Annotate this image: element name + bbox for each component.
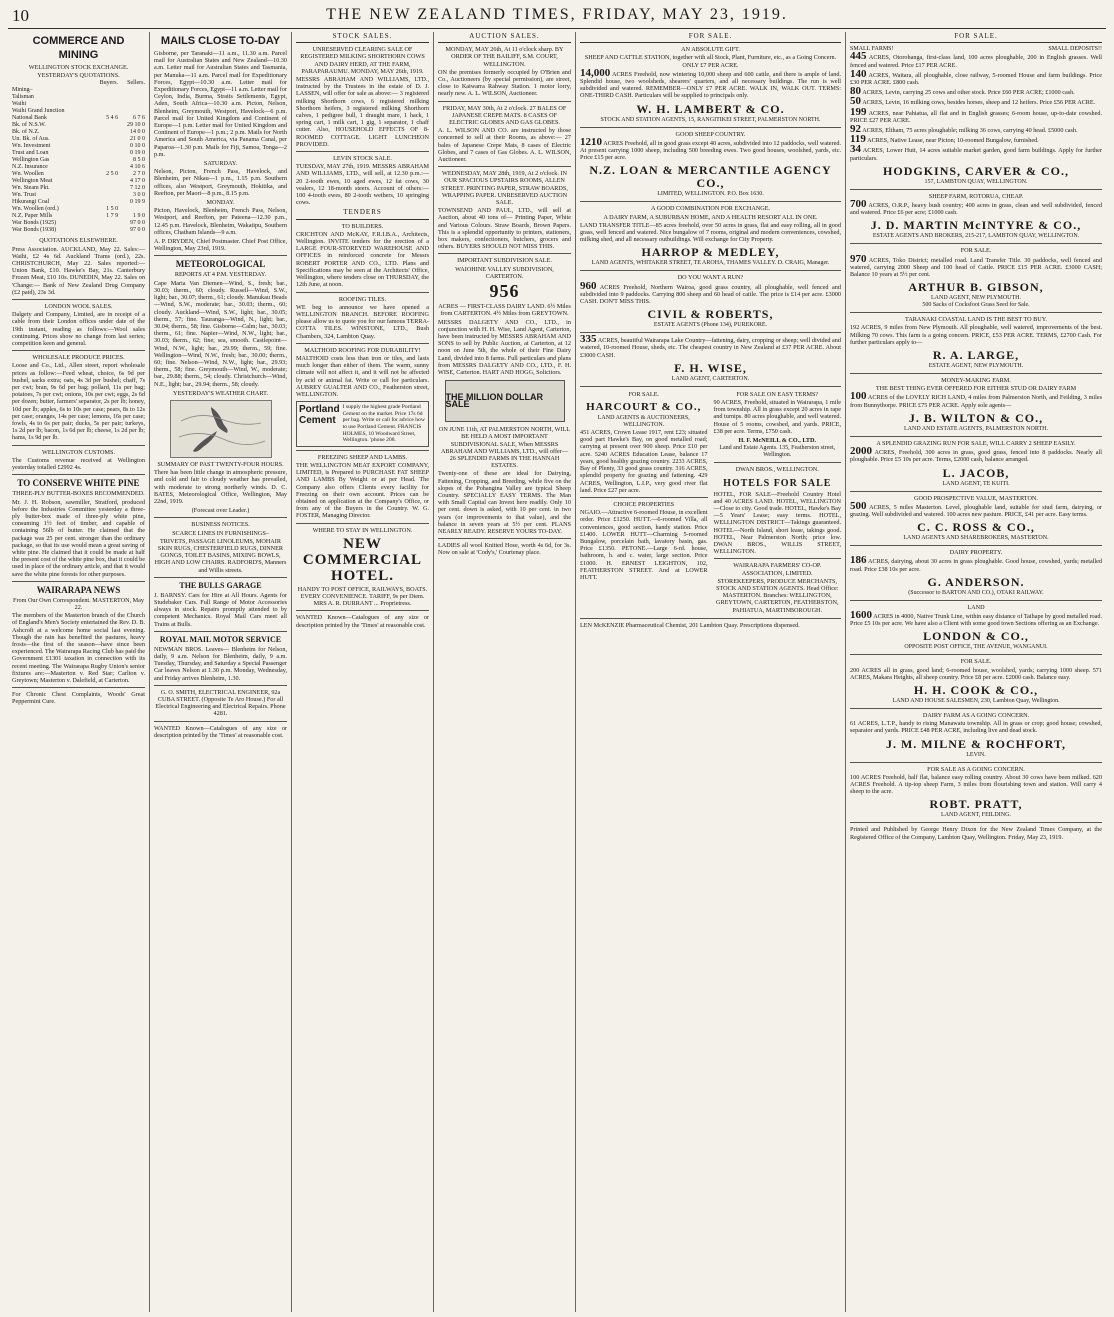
bottom-advert: LEN McKENZIE Pharmaceutical Chemist, 201 Lambton Quay. Prescriptions dispensed. <box>580 621 800 629</box>
tenders-subheading: TO BUILDERS. <box>341 222 384 230</box>
sellers-header: Sellers. <box>127 80 145 87</box>
palmerston-sale-text: Twenty-one of these are ideal for Dairying, Fattening, Cropping, and Breeding, while five on the slopes of the Pohangina Valley are typical Sheep Country. SPECIALLY EASY TERMS. The Man with Small Capital can Invest here readily. Only 10 per cent. down is asked, with 10 per cent. in two years (or improvements to that value), and the balance in seven years at 5½ per cent. PLANS NEARLY READY. RESERVE YOURS TO-DAY. <box>438 470 571 535</box>
sheep-country-text: ACRES Freehold, all in good grass except 40 acres, subdivided into 12 paddocks, well watered. At present carrying 1000 sheep, including 500 breeding ewes. Two good houses, woolshed, yards, etc. Price £15 per acre. <box>580 139 841 162</box>
newspaper-title: THE NEW ZEALAND TIMES, FRIDAY, MAY 23, 1919. <box>326 6 788 23</box>
divider <box>296 610 429 611</box>
run-text: ACRES Freehold, Northern Wairoa, good grass country, all ploughable, well fenced and subdivided into 9 paddocks. Carrying 800 sheep and 60 head of cattle. The price is £14 per acre. £3000 CASH. DON'T MISS THIS. <box>580 283 841 306</box>
land-text: ACRES in 4000, Native Trunk Line, within easy distance of Taihape by good metalled road. Price £5 10s per acre. We have also a Client with some good town Sections offering as an Exchange. <box>850 612 1102 628</box>
table-row: Wn. Woollen 2 5 0 2 7 0 <box>12 171 145 178</box>
summary-heading: SUMMARY OF PAST TWENTY-FOUR HOURS. <box>157 460 284 468</box>
concern2-heading: FOR SALE AS A GOING CONCERN. <box>927 765 1025 773</box>
quotations-heading: YESTERDAY'S QUOTATIONS. <box>37 72 120 80</box>
large-firm: R. A. LARGE, <box>932 348 1020 363</box>
wfca-heading: WAIRARAPA FARMERS' CO-OP. ASSOCIATION, LIMITED. <box>733 562 822 577</box>
subdivision-subheading: WAIOHINE VALLEY SUBDIVISION, CARTERTON. <box>455 265 554 280</box>
hotel-text: HANDY TO POST OFFICE, RAILWAYS, BOATS. EVERY CONVENIENCE. TARIFF, 9s per Diem. MRS A. R. DURRANT ... Proprietress. <box>297 585 428 608</box>
table-row: Wn. Steam Pkt. 7 12 0 <box>12 185 145 192</box>
hotels-text: HOTEL, FOR SALE—Freehold Country Hotel and 40 ACRES LAND. HOTEL, WELLINGTON—Close to city. Good trade. HOTEL, Hawke's Bay—5 Years' Lease; easy terms. HOTEL, WELLINGTON DISTRICT—Takings guaranteed. HOTEL—North Island, short lease, takings good. HOTEL, Near Palmerston North; price low. DWAN BROS., WILLIS STREET, WELLINGTON. <box>713 490 841 556</box>
list-item: 140 ACRES, Waitara, all ploughable, close railway, 5-roomed House and farm buildings. Price £30 PER ACRE. £800 cash. <box>850 67 1102 87</box>
gibson-note: 500 Sacks of Cocksfoot Grass Seed for Sale. <box>922 302 1030 309</box>
paper-sale-text: TOWNSEND AND PAUL, LTD., will sell at Auction, about 40 tons of— Printing Paper, White and Various Colours. Straw Boards, Brown Papers. This is a splendid opportunity to printers, stationers, box makers, confectioners, butchers, grocers and others. BUYERS SHOULD NOT MISS THIS. <box>438 207 571 251</box>
weather-chart-heading: YESTERDAY'S WEATHER CHART. <box>173 389 268 397</box>
saturday-heading: SATURDAY. <box>203 160 238 168</box>
gift-acres: 14,000 <box>580 66 611 79</box>
lambert-address: STOCK AND STATION AGENTS, 15, RANGITIKEI STREET, PALMERSTON NORTH. <box>600 116 821 123</box>
civil-roberts-firm: CIVIL & ROBERTS, <box>647 307 774 322</box>
choice-text: NGAIO.—Attractive 6-roomed House, in excellent order. Price £1250. HUTT.—6-roomed Villa, all conveniences, good section, handy station. Price £1400. LOWER HUTT—Charming 5-roomed Bungalow, porcelain bath, lavatory basin, gas. Price £1350. PETONE.—Large 6-rd. house, bathroom, h. and c. water, large section. Price £1000. H. ERNEST LEIGHTON, 102, FEATHERSTON STREET. And at LOWER HUTT. <box>580 509 708 581</box>
page-number: 10 <box>12 6 29 25</box>
table-row: Bk. of N.S.W. 29 10 0 <box>12 122 145 129</box>
harcourt-section <box>580 390 708 615</box>
wool-text: Dalgety and Company, Limited, are in receipt of a cable from their London offices under date of the 19th instant, reading as follows:—Wool sales continuing. Prices show no change from last series; competition keen and general. <box>12 311 145 348</box>
harcourt-text: 451 ACRES, Crown Lease 1917, rent £23; situated good part Hawke's Bay, on good metalled road; carrying at present over 900 sheep. Price £10 per acre. 5240 ACRES Education Lease, balance 17 years, good healthy grazing country. 2233 ACRES, Bay of Plenty, 33 good grass country. 316 ACRES, splendid property for grazing and fattening. 429 ACRES, Wellington, L.I.P., very good river flat land. Price £27 per acre. <box>580 429 708 494</box>
wairarapa-text: The members of the Masterton branch of the Church of England's Men's Society entertained the Rev. D. B. Ashcroft at a welcome home social last evening. Though the rain has benefited the pastures, heavy frosts—the first of the season—have since been experienced. The Wairarapa Racing Club has paid the Government £1301 taxation in connection with its recent meeting. The Wairarapa Rugby Union's senior fixtures are:—Masterton v. Red Star; Carlton v. Greytown; Masterton v. Dalefield, at Carterton. <box>12 612 145 684</box>
bailiff-sale-text: ON the premises formerly occupied by O'Brien and Co., Auctioneers (by special permission), are street, close to Kaiwarra Rahway Station. 1 motor lorry, nearly new. A. L. WILSON, Auctioneer. <box>438 68 571 98</box>
wise-firm: F. H. WISE, <box>674 360 747 375</box>
lake-acres: 335 <box>580 333 597 346</box>
table-row: National Bank 5 4 6 6 7 6 <box>12 115 145 122</box>
subdivision-heading: IMPORTANT SUBDIVISION SALE. <box>457 257 552 265</box>
gift-heading: AN ABSOLUTE GIFT. <box>681 46 740 54</box>
table-row: Waihi Grand Junction <box>12 108 65 115</box>
concern2-text: 100 ACRES Freehold, half flat, balance easy rolling country. About 30 cows have been milked. 620 ACRES Freehold. A tip-top sheep Farm, 3 miles from flourishing town and station. Will carry 4 sheep to the acre. <box>850 773 1102 796</box>
wairarapa-heading: WAIRARAPA NEWS <box>36 584 121 595</box>
run-heading: DO YOU WANT A RUN? <box>677 274 744 282</box>
money-subheading: THE BEST THING EVER OFFERED FOR EITHER STUD OR DAIRY FARM <box>875 385 1077 393</box>
mails-text: Gisborne, per Taranaki—11 a.m., 11.30 a.m. Parcel mail for Australian States and New Zealand—10.30 a.m. Letter mail for Australian States and Tasmania, per Manuka—11 a.m. Parcel mail for Expeditionary Forces, Egypt—10.30 a.m. Letter mail for Expeditionary Forces, Egypt—11 a.m. Letter mail for Ceylon, India, Burma, Straits Settlements, Egypt, Aden, South Africa—10.30 a.m. Picton, Nelson, Blenheim, Greymouth, Westport, Havelock—6 p.m. Parcel mail for United Kingdom and Continent of Europe—1 p.m. Letter mail for United Kingdom and Continent of Europe—1 p.m.; 2 p.m. Mails for North America and South America, via Panama Canal, per Paparoa—1.30 p.m. Mails for Fiji, Samoa, Tonga—2 p.m. <box>154 50 287 158</box>
list-item: 80 ACRES, Levin, carrying 25 cows and other stock. Price £60 PER ACRE; £1000 cash. <box>850 85 1075 98</box>
portland-cement-text: I supply the highest grade Portland Cement on the market. Price 17s 6d per bag. Write or call for advice how to use Portland Cement. FRANCIS HOLMES, 10 Woodward Street, Wellington. 'phone 208. <box>342 404 425 444</box>
subdivision-title: ACRES — FIRST-CLASS DAIRY LAND. 6½ Miles from CARTERTON. 4½ Miles from GREYTOWN. <box>438 303 571 318</box>
rotorua-text: ACRES, O.R.P., heavy bush country; 400 acres in grass, clean and well subdivided, fenced and watered. Price £6 per acre; £1000 cash. <box>850 202 1102 217</box>
meteorological-text: Cape Maria Van Diemen—Wind, S., fresh; bar., 30.03; therm., 60; cloudy. Russell—Wind, S.W., light; bar., 30.07; therm., 61; cloudy. Manukau Heads—Wind, S.W., moderate; bar., 30.03; therm., 60; cloudy. Auckland—Wind, S.W., light; bar., 30.05; therm., 57; fine. Tauranga—Wind, N., light; bar., 30.04; therm., 58; fine. Gisborne—Calm; bar., 30.03; therm., 61; fine. Napier—Wind, N.W., light; bar., 30.03; therm., 62; fine; sea, smooth. Castlepoint—Wind, N.W., light; bar., 29.99; therm., 59; fine. Wellington—Wind, N.W., fresh; bar., 30.00; therm., 60; fine. Nelson—Wind, N.W., light; bar., 29.93; therm., 58; fine. Greymouth—Wind, W., moderate; bar., 29.88; therm., 54; cloudy. Christchurch—Wind, N.E., light; bar., 29.94; therm., 58; cloudy. <box>154 279 287 388</box>
lake-text: ACRES, beautiful Wairarapa Lake Country—fattening, dairy, cropping or sheep; well divided and watered, 10-roomed House, sheds, etc. The cheapest country in New Zealand at £37 PER ACRE. About £3000 CASH. <box>580 337 841 359</box>
rotorua-acres: 700 <box>850 198 867 211</box>
divider <box>850 545 1102 546</box>
divider <box>12 581 145 582</box>
quotations-table <box>12 80 145 234</box>
civil-roberts-address: ESTATE AGENTS (Phone 134), PUREKORE. <box>653 322 768 329</box>
divider <box>154 685 287 686</box>
crepe-mats-text: A. L. WILSON AND CO. are instructed by those concerned to sell at their Rooms, as above:— 27 bales of Japanese Crepe Mats, 8 cases of Electric Globes, and 7 cases of Gas Globes. A. L. WILSON, Auctioneer. <box>438 127 571 164</box>
lambert-firm: W. H. LAMBERT & CO. <box>636 101 785 116</box>
portland-cement-advert <box>296 401 429 447</box>
harcourt-heading: FOR SALE. <box>628 390 660 398</box>
levin-sale-heading: LEVIN STOCK SALE. <box>333 155 392 163</box>
stock-sales-heading: STOCK SALES. <box>296 32 429 43</box>
monday-heading: MONDAY. <box>206 199 235 207</box>
gibson-firm: ARTHUR B. GIBSON, <box>908 280 1044 295</box>
divider <box>12 687 145 688</box>
mcneill-section <box>714 390 842 615</box>
easy-terms-heading: FOR SALE ON EASY TERMS? <box>736 390 819 398</box>
bottom-advert: For Chronic Chest Complaints, Woods' Great Peppermint Cure. <box>12 691 145 706</box>
divider <box>580 618 841 619</box>
wairarapa-subheading: From Our Own Correspondent. MASTERTON, May 22. <box>13 596 144 611</box>
anderson-address: (Successor to BARTON AND CO.), OTAKI RAILWAY. <box>908 589 1044 596</box>
columns <box>8 32 1106 1312</box>
electrical-advert: G. O. SMITH, ELECTRICAL ENGINEER, 92a CUBA STREET. (Opposite Te Aro House.) For all Electrical Engineering and Electrical Repairs. Phone 4281. <box>155 688 286 718</box>
wilton-address: LAND AND ESTATE AGENTS, PALMERSTON NORTH. <box>903 425 1048 432</box>
grazing-text: ACRES, Freehold, 300 acres in grass, good grass, fenced into 8 paddocks. Nearly all ploughable. Price £5 10s per acre. Terms, £2000 cash, balance arranged. <box>850 449 1102 464</box>
white-pine-subheading: THREE-PLY BUTTER-BOXES RECOMMENDED. <box>12 490 145 498</box>
clearing-sale-title: UNRESERVED CLEARING SALE OF REGISTERED MILKING SHORTHORN COWS AND DAIRY HERD, AT THE FARM, PARAPARAUMU. MONDAY, MAY 26th, 1919. <box>300 46 425 75</box>
milne-firm: J. M. MILNE & ROCHFORT, <box>885 736 1066 751</box>
dairy-heading: DAIRY PROPERTY. <box>949 549 1003 557</box>
harcourt-firm: HARCOURT & CO., <box>586 401 702 414</box>
levin-sale-text: TUESDAY, MAY 27th, 1919. MESSRS ABRAHAM AND WILLIAMS, LTD., will sell, at 12.30 p.m.:— 20 2-tooth ewes, 10 aged ewes, 12 fat cows, 30 vealers, 12 18-month steers. Account of others:— 100 4-tooth ewes, 80 2-tooth wethers, 10 springing cows. <box>296 163 429 207</box>
divider <box>296 292 429 293</box>
divider <box>580 127 841 128</box>
divider <box>850 373 1102 374</box>
divider <box>438 253 571 254</box>
divider <box>850 243 1102 244</box>
garage-text: J. BARNSY. Cars for Hire at All Hours. Agents for Studebaker Cars. Full Range of Motor Accessories always in stock. Repairs promptly attended to by competent Mechanics. Royal Mail Cars meet all Trains at Bulls. <box>154 591 287 628</box>
column-mails <box>150 32 292 1312</box>
jacob-address: LAND AGENT, TE KUITI. <box>942 480 1010 487</box>
malthoid-heading: MALTHOID ROOFING FOR DURABILITY! <box>304 346 421 354</box>
freezing-text: THE WELLINGTON MEAT EXPORT COMPANY, LIMITED, is Prepared to PURCHASE FAT SHEEP AND LAMBS By Weight or at per Head. The Company also offers Clients every facility for Freezing on their own account. Prices can be obtained on application at the Company's Office, or from any of the Buyers in the Country. W. G. FOSTER, Managing Director. <box>296 461 429 520</box>
small-deposits-label: SMALL DEPOSITS!! <box>1048 46 1102 53</box>
divider <box>296 450 429 451</box>
list-item: 92 ACRES, Eltham, 75 acres ploughable; milking 36 cows, carrying 40 head. £5000 cash. <box>850 123 1078 136</box>
harrop-address: LAND AGENTS, WHITAKER STREET, TE AROHA, THAMES VALLEY. D. CRAIG, Manager. <box>591 260 830 267</box>
meteorological-subheading: REPORTS AT 4 P.M. YESTERDAY. <box>174 271 267 279</box>
furnishings-text: TRIVETS, PASSAGE LINOLEUMS, MOHAIR SKIN RUGS, CHESTERFIELD RUGS, DINNER GONGS, TOILET BASINS, MIXING BOWLS, HIGH AND LOW CHAIRS. RADFORD'S, Manners and Willis streets. <box>154 537 287 574</box>
exchange-heading: A GOOD COMBINATION FOR EXCHANGE. <box>650 205 771 213</box>
table-row: Un. Bk. of Aus. 21 0 0 <box>12 136 145 143</box>
ross-firm: C. C. ROSS & CO., <box>917 520 1035 535</box>
stock-exchange-heading: WELLINGTON STOCK EXCHANGE. <box>28 64 129 71</box>
table-row: Bk. of N.Z. 14 0 0 <box>12 129 145 136</box>
column-stock-sales <box>292 32 434 1312</box>
roofing-heading: ROOFING TILES. <box>338 295 387 303</box>
divider <box>154 255 287 256</box>
column-commerce <box>8 32 150 1312</box>
column-land-sales <box>576 32 846 1312</box>
crepe-mats-title: FRIDAY, MAY 30th, At 2 o'clock. 27 BALES OF JAPANESE CREPE MATS. 8 CASES OF ELECTRIC GLOBES AND GAS GLOBES. <box>442 104 567 127</box>
exchange-subheading: A DAIRY FARM, A SUBURBAN HOME, AND A HEALTH RESORT ALL IN ONE. <box>603 213 818 221</box>
table-row: Talisman <box>12 94 34 101</box>
table-row: Mining– <box>12 87 33 94</box>
rotorua-heading: SHEEP FARM, ROTORUA, CHEAP. <box>928 192 1024 200</box>
hodgkins-firm: HODGKINS, CARVER & CO., <box>883 163 1069 178</box>
table-row: Wn. Trust 3 0 0 <box>12 192 145 199</box>
hotel-pre-heading: WHERE TO STAY IN WELLINGTON. <box>312 526 413 534</box>
money-text: ACRES of the LOVELY RICH LAND, 4 miles from Palmerston North, and Feilding, 3 miles from Bunnythorpe. PRICE £75 PER ACRE. Apply sole agents— <box>850 394 1102 409</box>
list-item: 445 ACRES, Otorohanga, first-class land, 100 acres ploughable, 200 in English grasses. Well fenced and watered. Price £17 PER ACRE. <box>850 50 1102 69</box>
list-item: 199 ACRES, near Pahiatua, all flat and in English grasses; 6-room house, up-to-date cowshed. PRICE £27 PER ACRE. <box>850 105 1102 124</box>
divider <box>438 166 571 167</box>
mcintyre-firm: J. D. MARTIN McINTYRE & CO., <box>870 218 1082 233</box>
divider <box>850 762 1102 763</box>
pratt-firm: ROBT. PRATT, <box>929 797 1023 812</box>
list-item: 50 ACRES, Levin, 16 milking cows, besides horses, sheep and 12 heifers. Price £56 PER ACRE. <box>850 95 1096 108</box>
harcourt-address: LAND AGENTS & AUCTIONEERS, WELLINGTON. <box>597 415 690 429</box>
going-concern-heading: DAIRY FARM AS A GOING CONCERN. <box>922 711 1030 719</box>
table-row: War Bonds (1925) 97 0 0 <box>12 220 145 227</box>
weather-map-image <box>170 400 272 458</box>
masterton-heading: GOOD PROSPECTIVE VALUE, MASTERTON. <box>914 494 1038 502</box>
freezing-heading: FREEZING SHEEP AND LAMBS. <box>317 453 408 461</box>
london-address: OPPOSITE POST OFFICE, THE AVENUE, WANGANUI. <box>904 644 1048 651</box>
bailiff-sale-title: MONDAY, MAY 26th, At 11 o'clock sharp. BY ORDER OF THE BAILIFF, S.M. COURT, WELLINGTON. <box>445 46 564 68</box>
table-header-row <box>12 80 145 87</box>
pratt-address: LAND AGENT, FEILDING. <box>941 812 1011 819</box>
anderson-firm: G. ANDERSON. <box>927 574 1025 589</box>
gift-subheading: SHEEP AND CATTLE STATION, together with all Stock, Plant, Furniture, etc., as a Going Concern. ONLY £7 PER ACRE. <box>584 54 837 69</box>
cook-firm: H. H. COOK & CO., <box>913 682 1039 697</box>
hodgkins-address: 157, LAMBTON QUAY, WELLINGTON. <box>924 178 1028 185</box>
mcneill-firm: H. F. McNEILL & CO., LTD. <box>738 437 817 445</box>
run-acres: 960 <box>580 279 597 292</box>
dairy-text: ACRES, dairying, about 30 acres in grass ploughable. Good house, cowshed, yards; metalled road. Price £38 10s per acre. <box>850 558 1102 573</box>
split-section <box>580 390 841 615</box>
divider <box>850 436 1102 437</box>
masterton-text: ACRES, 5 miles Masterton. Level, ploughable land, suitable for stud farm, dairying, or grazing. Well subdivided and watered. 100 acres new pasture. PRICE, £41 per acre. Easy terms. <box>850 503 1102 518</box>
divider <box>12 350 145 351</box>
commerce-banner: COMMERCE AND MINING <box>32 35 125 61</box>
grazing-heading: A SPLENDID GRAZING RUN FOR SALE, WILL CARRY 2 SHEEP EASILY. <box>876 439 1076 447</box>
divider <box>850 708 1102 709</box>
table-row: Trust and Loan 0 19 0 <box>12 150 145 157</box>
customs-heading: WELLINGTON CUSTOMS. <box>42 448 115 456</box>
divider <box>580 332 841 333</box>
table-row: Wellington Meat 4 17 0 <box>12 178 145 185</box>
divider <box>850 654 1102 655</box>
table-row: Wn. Woollen (ord.) 1 5 0 <box>12 206 119 213</box>
table-row: Waihi <box>12 101 27 108</box>
divider <box>714 558 842 559</box>
small-farms-label: SMALL FARMS! <box>850 46 894 53</box>
masthead <box>8 6 1106 29</box>
cook-address: LAND AND HOUSE SALESMEN, 230, Lambton Quay, Wellington. <box>892 697 1060 704</box>
monday-text: Picton, Havelock, Blenheim, French Pass, Nelson, Westport, and Reefton, per Pateena—12.30 p.m., 12.45 p.m. Havelock, Blenheim, Wakatipu, Southern offices, Chatham Islands—9 a.m. <box>154 207 287 236</box>
produce-heading: WHOLESALE PRODUCE PRICES. <box>32 354 125 362</box>
divider <box>296 523 429 524</box>
tenders-heading: TENDERS <box>296 208 429 219</box>
money-heading: MONEY-MAKING FARM. <box>941 377 1011 385</box>
taranaki-text: 192 ACRES, 9 miles from New Plymouth. All ploughable, well watered, improvements of the best. Milking 70 cows. This farm is a going concern. PRICE, £53 PER ACRE. TERMS, £2700 Cash. For further particulars apply to— <box>850 324 1102 346</box>
palmerston-sale-title: ON JUNE 11th, AT PALMERSTON NORTH, WILL BE HELD A MOST IMPORTANT SUBDIVISIONAL SALE, When MESSRS ABRAHAM AND WILLIAMS, LTD., will offer— 26 SPLENDID FARMS IN THE HANNAH ESTATES. <box>438 426 571 470</box>
divider <box>154 631 287 632</box>
forecast-note: (Forecast over Leader.) <box>191 507 250 515</box>
farms-for-sale-heading: FOR SALE. <box>850 32 1102 43</box>
cook-heading: FOR SALE. <box>960 658 992 666</box>
list-item: 34 ACRES, Lower Hutt, 14 acres suitable market garden, good farm buildings. Apply for further particulars. <box>850 143 1102 162</box>
divider <box>154 517 287 518</box>
malthoid-text: MALTHOID costs less than iron or tiles, and lasts much longer than either of them. The warm, sunny climate will not affect it, and it will not be affected by acid or animal fat. Write or call for particulars. AUBREY GUALTER AND CO., Featherston street, WELLINGTON. <box>296 354 429 398</box>
sheep-country-acres: 1210 <box>580 135 602 148</box>
tenders-text: CRICHTON AND McKAY, F.R.I.B.A., Architects, Wellington. INVITE tenders for the erection of a LARGE FOUR-STOREYED WAREHOUSE AND OFFICES in reinforced concrete for Messrs ROBERT PORTER AND CO., LTD. Plans and Specifications may be seen at the Architects' Office, Wellington, where tenders close on THURSDAY, the 12th June, at noon. <box>296 230 429 289</box>
divider <box>850 189 1102 190</box>
customs-text: The Customs revenue received at Wellington yesterday totalled £2992 4s. <box>12 456 145 472</box>
toko-heading: FOR SALE. <box>960 247 992 255</box>
table-row: N.Z. Insurance 4 10 6 <box>12 164 145 171</box>
choice-heading: CHOICE PROPERTIES <box>613 500 675 508</box>
divider <box>12 445 145 446</box>
money-acres: 100 <box>850 390 867 403</box>
postmaster-signoff: A. P. DRYDEN, Chief Postmaster. Chief Post Office, Wellington, May 23rd, 1919. <box>154 238 287 253</box>
subdivision-text: MESSRS DALGETY AND CO., LTD., in conjunction with H. H. Wise, Land Agent, Carterton, have been instructed by MESSRS ABRAHAM AND SONS to sell by Public Auction, at Carterton, at 12 noon on June 5th, the whole of their Fine Dairy Land, divided into 8 farms. Full particulars and plans from MESSRS DALGETY AND CO., LTD., F. H. WISE, Carterton. HART AND HOGG, Solicitors. <box>438 318 571 376</box>
small-farms-banner <box>850 46 1102 53</box>
divider <box>296 151 429 152</box>
mcneill-address: Land and Estate Agents. 135, Featherston street, Wellington. <box>719 445 836 459</box>
divider <box>438 101 571 102</box>
milne-address: LEVIN. <box>966 751 986 758</box>
produce-text: Loose and Co., Ltd., Allen street, report wholesale prices as follow:—Feed wheat, choice, 6s 9d per bushel, sacks extra; oats, 4s 3d per bushel; chaff, 7s per cwt; bran, 9s 6d per bag; pollard, 11s per bag; potatoes, 7s per cwt; onions, 10s per cwt; eggs, 2s 6d per dozen; butter, farmers' separator, 2s per lb; honey, 10d per lb; apples, 6s to 10s per case; pears, 8s to 12s per case; oranges, 14s per case; lemons, 16s per case; fowls, 4s to 6s per pair; ducks, 5s per pair; turkeys, 1s 2d per lb; bacon, 1s 6d per lb; cheese, 1s 2d per lb; hams, 1s 9d per lb. <box>12 362 145 442</box>
divider <box>850 822 1102 823</box>
going-concern-text: 61 ACRES, L.T.P., handy to rising Manawatu township. All in grass or crop; good house; cowshed, separator and yards. PRICE £48 PER ACRE, including live and dead stock. <box>850 720 1102 735</box>
exchange-text: LAND TRANSFER TITLE—85 acres freehold, over 50 acres in grass, flat and easy rolling, all in good grass, well fenced and watered. Nice bungalow of 7 rooms, original and modern conveniences, cowshed, milking shed, and all necessary outbuildings. Will exchange for City Property. <box>580 221 841 244</box>
white-pine-heading: TO CONSERVE WHITE PINE <box>17 478 140 489</box>
masterton-acres: 500 <box>850 499 867 512</box>
toko-text: ACRES, Toko District; metalled road. Land Transfer Title. 30 paddocks, well fenced and watered, carrying 2000 Sheep and 100 head of Cattle. PRICE £15 PER ACRE. £3000 CASH; Balance 10 years at 5½ per cent. <box>850 256 1102 279</box>
table-row: Hikurangi Coal 0 19 9 <box>12 199 145 206</box>
white-pine-text: Mr. J. H. Robson, sawmiller, Stratford, produced before the Industries Committee yesterday a three-ply butter-box made of three-ply white pine, consuming 1½ feet of timber, and capable of containing 56lb of butter. He claimed that the package was 25 per cent. stronger than the ordinary package, so that its use would mean a great saving of white pine. He claimed that it could be made at half the present cost of the white pine box, that it could be used in place of the ordinary article, and that it would save the white pine forests for other purposes. <box>12 498 145 578</box>
divider <box>850 600 1102 601</box>
nz-loan-address: LIMITED, WELLINGTON. P.O. Box 1630. <box>657 191 764 198</box>
easy-terms-text: 90 ACRES, Freehold, situated in Wairarapa, 1 mile from township. All in grass except 20 acres in rape and turnips. 80 acres ploughable, and well watered. House of 5 rooms, cowshed, and yards. PRICE, £38 per acre. Terms, £750 cash. <box>713 399 841 435</box>
furnishings-heading: SCARCE LINES IN FURNISHINGS– <box>172 529 269 537</box>
mails-banner: MAILS CLOSE TO-DAY <box>160 35 281 47</box>
table-row: War Bonds (1938) 97 0 0 <box>12 227 145 234</box>
divider <box>850 491 1102 492</box>
london-firm: LONDON & CO., <box>923 629 1029 644</box>
divider <box>438 538 571 539</box>
clearing-sale-text: MESSRS ABRAHAM AND WILLIAMS, LTD., instructed by the Trustees in the estate of D. J. LASSEN, will offer for sale as above:— 3 registered milking Shorthorn cows, 6 registered milking Shorthorn heifers, 3 registered milking Shorthorn calves, 1 pedigree bull, 1 draught mare, 1 hack, 1 spring cart, 1 milk cart, 1 gig, 1 separator, 1 chaff cutter. Also, HOUSEHOLD EFFECTS OF 8-ROOMED COTTAGE. LIGHT LUNCHEON PROVIDED. <box>296 76 429 148</box>
grazing-acres: 2000 <box>850 445 872 458</box>
toko-acres: 970 <box>850 252 867 265</box>
large-address: ESTATE AGENT, NEW PLYMOUTH. <box>928 363 1024 370</box>
dwan-heading: DWAN BROS., WELLINGTON. <box>735 466 819 474</box>
gift-text: ACRES Freehold, now wintering 10,000 sheep and 600 cattle, and there is ample of land. Splendid house, two woolsheds, shearers' quarters, and all necessary buildings. The run is well subdivided and watered. REMEMBER—ONLY £7 PER ACRE. WALK IN, WALK OUT. TERMS: ONE-THIRD CASH. Particulars will be supplied to principals only. <box>580 70 841 100</box>
divider <box>580 386 841 387</box>
roofing-text: WE beg to announce we have opened a WELLINGTON BRANCH. BEFORE ROOFING please allow us to quote you for our famous TERRA-COTTA TILES. WINSTONE, LTD., Bush Chambers, 324, Lambton Quay. <box>296 303 429 340</box>
wise-address: LAND AGENT, CARTERTON. <box>671 375 750 382</box>
hotel-name: NEW COMMERCIAL HOTEL. <box>302 535 423 584</box>
cook-text: 200 ACRES all in grass, good land; 6-roomed house, woolshed, yards; carrying 1000 sheep. 571 ACRES, Makara Heights, all sheep country. Price £8 per acre. £2000 cash. Balance easy. <box>850 666 1102 681</box>
subdivision-acres: 956 <box>489 281 520 302</box>
mail-motor-text: NEWMAN BROS. Leaves— Blenheim for Nelson, daily, 9 a.m. Nelson for Blenheim, daily, 9 a.m. Tuesday, Thursday, and Saturday a Special Passenger Car leaves Nelson at 1.30 p.m. Monday, Wednesday, and Friday arrives Blenheim, 1.30. <box>154 645 287 682</box>
new-zealand-map-icon <box>171 401 271 457</box>
divider <box>154 721 287 722</box>
buyers-header: Buyers. <box>99 80 119 87</box>
summary-text: There has been little change in atmospheric pressure, and cold and fair to cloudy weather has prevailed, with moderate to strong northerly winds. D. C. BATES, Meteorological Office, Wellington, May 22nd, 1919. <box>154 469 287 505</box>
table-row: N.Z. Paper Mills 1 7 9 1 9 0 <box>12 213 145 220</box>
saturday-text: Nelson, Picton, French Pass, Havelock, and Blenheim, per Nikau—1 p.m., 1.15 p.m. Southern offices, also Westport, Greymouth, Hokitika, and Reefton, per Maori—8 p.m., 8.15 p.m. <box>154 168 287 197</box>
meteorological-heading: METEOROLOGICAL <box>175 259 266 270</box>
publisher-imprint: Printed and Published by George Henry Dixon for the New Zealand Times Company, at the Registered Office of the Company, Lambton Quay, Wellington. Friday, May 23, 1919. <box>850 826 1102 841</box>
mail-motor-heading: ROYAL MAIL MOTOR SERVICE <box>159 634 282 644</box>
harrop-firm: HARROP & MEDLEY, <box>641 245 780 260</box>
divider <box>154 577 287 578</box>
wilton-firm: J. B. WILTON & CO., <box>908 410 1044 425</box>
divider <box>580 201 841 202</box>
column-auction-sales <box>434 32 576 1312</box>
divider <box>714 462 842 463</box>
divider <box>296 343 429 344</box>
land-heading: LAND <box>967 603 985 611</box>
hotels-for-sale-heading: HOTELS FOR SALE <box>723 477 832 489</box>
mcintyre-address: ESTATE AGENTS AND BROKERS, 215-217, LAMBTON QUAY, WELLINGTON. <box>872 233 1080 240</box>
business-notices-heading: BUSINESS NOTICES. <box>191 521 250 529</box>
taranaki-heading: TARANAKI COASTAL LAND IS THE BEST TO BUY. <box>905 316 1047 324</box>
sheep-country-heading: GOOD SHEEP COUNTRY. <box>675 130 746 138</box>
divider <box>580 270 841 271</box>
bottom-advert: WANTED Known—Catalogues of any size or description printed by the 'Times' at reasonable cost. <box>154 724 287 739</box>
table-row: Wellington Gas 8 5 0 <box>12 157 145 164</box>
wfca-text: STOREKEEPERS, PRODUCE MERCHANTS, STOCK AND STATION AGENTS. Head Office: MASTERTON. Branches: WELLINGTON, GREYTOWN, CARTERTON, FEATHERSTON, PAHIATUA, MARTINBOROUGH. <box>716 577 839 614</box>
nz-loan-firm: N.Z. LOAN & MERCANTILE AGENCY CO., <box>589 163 832 191</box>
auction-sales-heading: AUCTION SALES. <box>438 32 571 43</box>
dairy-acres: 186 <box>850 554 867 567</box>
divider <box>850 312 1102 313</box>
wool-heading: LONDON WOOL SALES. <box>44 303 113 311</box>
table-row: Wn. Investment 0 10 0 <box>12 143 145 150</box>
bottom-advert: WANTED Known—Catalogues of any size or description printed by the 'Times' at reasonable cost. <box>296 614 429 629</box>
ross-address: LAND AGENTS AND SHAREBROKERS, MASTERTON. <box>903 535 1049 542</box>
elsewhere-text: Press Association. AUCKLAND, May 22. Sales:— Waihi, £2 4s 6d. Auckland Trams (ord.), 22s. CHRISTCHURCH, May 22. Sales reported:— Union Bank, £10. Hawke's Bay, 21s. Canterbury Frozen Meat, £10 10s. DUNEDIN, May 22. Sales on 'Change:— Bank of New Zealand Drug Company (£2 paid), 23s 3d. <box>12 245 145 296</box>
column-farms <box>846 32 1106 1312</box>
land-acres: 1600 <box>850 608 872 621</box>
list-item: 119 ACRES, Native Lease, near Picton; 10-roomed Bungalow, furnished. <box>850 133 1039 146</box>
divider <box>12 299 145 300</box>
jacob-firm: L. JACOB, <box>942 465 1010 480</box>
paper-sale-title: WEDNESDAY, MAY 28th, 1919, At 2 o'clock. IN OUR SPACIOUS UPSTAIRS ROOMS, ALLEN STREET. PRINTING PAPER, STRAW BOARDS, WRAPPING PAPER. UNRESERVED AUCTION SALE. <box>441 170 568 207</box>
elsewhere-heading: QUOTATIONS ELSEWHERE. <box>39 237 118 245</box>
divider <box>580 497 708 498</box>
gibson-address: LAND AGENT, NEW PLYMOUTH. <box>930 295 1021 302</box>
bottom-advert: LADIES all wool Knitted Hose, worth 4s 6d, for 3s. Now on sale at 'Cody's,' Courtenay place. <box>438 542 571 557</box>
divider <box>12 474 145 475</box>
million-dollar-sale-logo: THE MILLION DOLLAR SALE <box>445 380 565 422</box>
garage-heading: THE BULLS GARAGE <box>179 580 262 590</box>
portland-cement-logo: Portland Cement <box>299 404 340 427</box>
for-sale-heading: FOR SALE. <box>580 32 841 43</box>
